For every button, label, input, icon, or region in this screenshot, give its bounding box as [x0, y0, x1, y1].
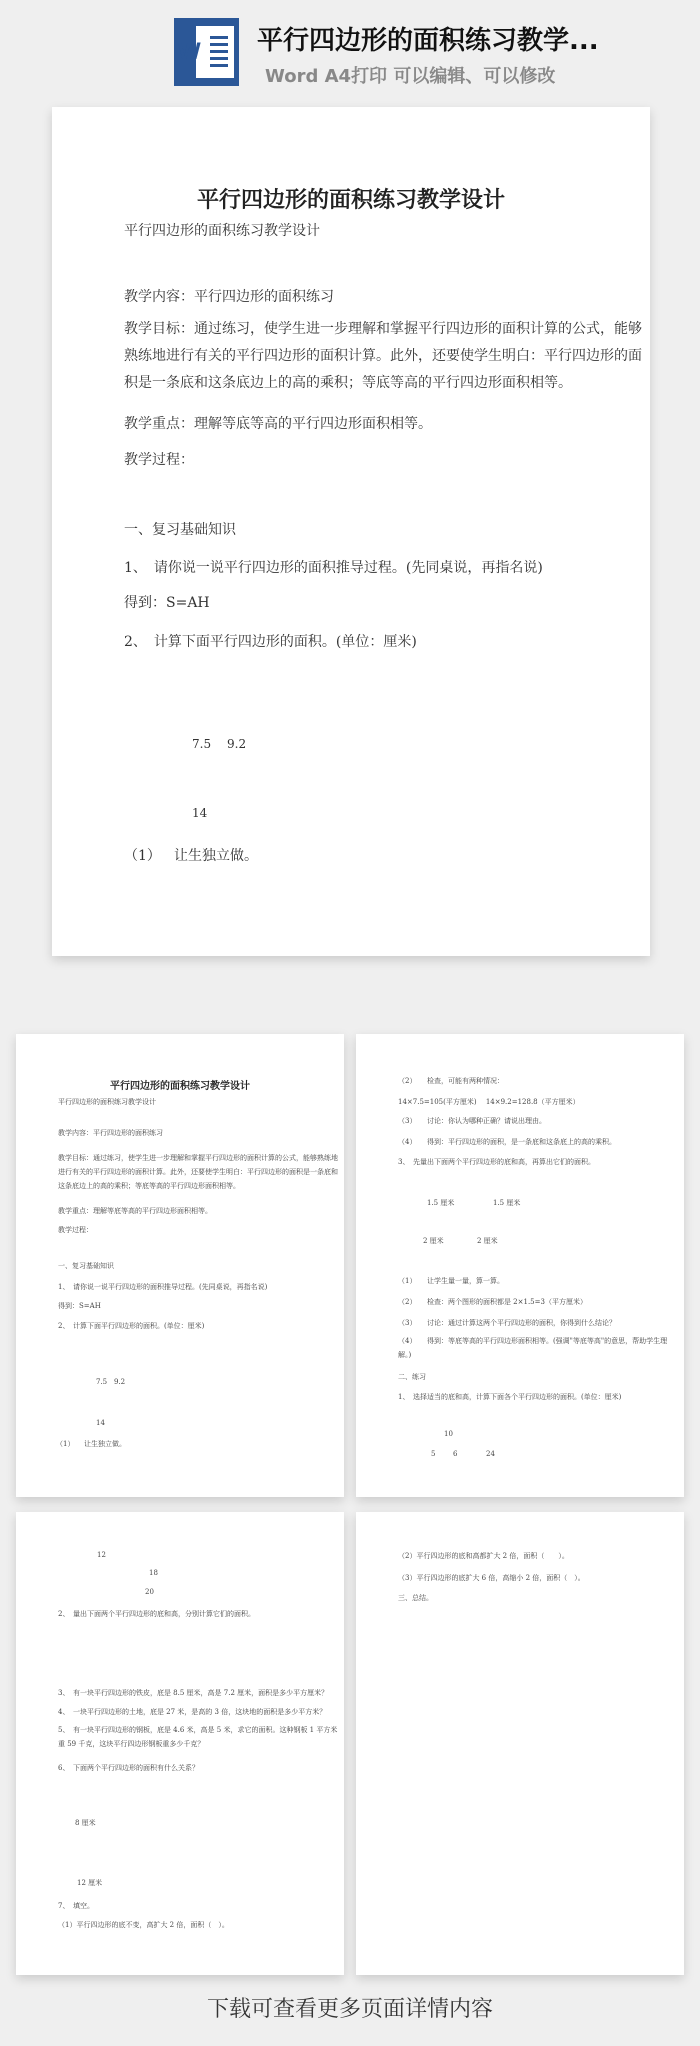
text-line: （2）平行四边形的底和高都扩大 2 倍，面积（ ）。: [398, 1552, 569, 1560]
figure-label: 24: [486, 1450, 495, 1458]
item-1: 1、 请你说一说平行四边形的面积推导过程。(先同桌说，再指名说): [124, 560, 543, 576]
download-more-link[interactable]: 下载可查看更多页面详情内容: [206, 1997, 493, 2022]
step-number: （1）: [124, 848, 161, 864]
thumbnail-page-3: [16, 1512, 344, 1975]
teaching-content: 教学内容：平行四边形的面积练习: [58, 1129, 163, 1137]
teaching-focus: 教学重点：理解等底等高的平行四边形面积相等。: [58, 1207, 212, 1215]
section-practice: 二、练习: [398, 1373, 426, 1381]
figure-label: 14: [96, 1419, 105, 1427]
text-line: 2、 量出下面两个平行四边形的底和高，分别计算它们的面积。: [58, 1610, 255, 1618]
text-line: （3）平行四边形的底扩大 6 倍，高缩小 2 倍，面积（ ）。: [398, 1574, 585, 1582]
text-line: 5、 有一块平行四边形的钢板，底是 4.6 米，高是 5 米，求它的面积。这种钢板 1 平方米重 59 千克，这块平行四边形钢板重多少千克？: [58, 1726, 338, 1748]
teaching-process: 教学过程：: [58, 1226, 93, 1234]
figure-label: 9.2: [227, 737, 247, 751]
section-review: 一、复习基础知识: [58, 1262, 114, 1270]
text-line: 14×7.5=105(平方厘米) 14×9.2=128.8（平方厘米）: [398, 1098, 580, 1106]
text-line: （1） 让学生量一量，算一算。: [398, 1277, 504, 1285]
item-2: 2、 计算下面平行四边形的面积。(单位：厘米): [124, 634, 417, 650]
figure-label: 12: [97, 1551, 106, 1559]
word-icon: [174, 18, 239, 86]
figure-label: 12 厘米: [77, 1879, 103, 1887]
text-line: （2） 检查：两个图形的面积都是 2×1.5=3（平方厘米）: [398, 1298, 587, 1306]
figure-label: 5: [431, 1450, 436, 1458]
formula-result: 得到：S=AH: [58, 1302, 101, 1310]
page-subtitle: 平行四边形的面积练习教学设计: [124, 223, 320, 239]
figure-label: 10: [444, 1430, 453, 1438]
figure-label: 9.2: [114, 1378, 126, 1386]
teaching-process: 教学过程：: [124, 452, 194, 468]
figure-label: 1.5 厘米: [427, 1199, 455, 1207]
text-line: （2） 检查，可能有两种情况：: [398, 1077, 504, 1085]
figure-label: 6: [453, 1450, 458, 1458]
figure-label: 2 厘米: [477, 1237, 498, 1245]
figure-label: 7.5: [96, 1378, 108, 1386]
text-line: （4） 得到：等底等高的平行四边形面积相等。(强调"等底等高"的意思，帮助学生理解。): [398, 1337, 668, 1359]
page-subtitle: 平行四边形的面积练习教学设计: [58, 1098, 156, 1106]
formula-result: 得到：S=AH: [124, 595, 210, 611]
teaching-goal: 教学目标：通过练习，使学生进一步理解和掌握平行四边形的面积计算的公式，能够熟练地进行有关的平行四边形的面积计算。此外，还要使学生明白：平行四边形的面积是一条底和这条底边上的高的乘积；等底等高的平行四边形面积相等。: [58, 1154, 338, 1190]
figure-label: 2 厘米: [423, 1237, 444, 1245]
item-1: 1、 请你说一说平行四边形的面积推导过程。(先同桌说，再指名说): [58, 1283, 268, 1291]
text-line: 6、 下面两个平行四边形的面积有什么关系？: [58, 1764, 199, 1772]
page-title: 平行四边形的面积练习教学设计: [110, 1081, 250, 1092]
section-review: 一、复习基础知识: [124, 522, 236, 538]
text-line: （3） 讨论：你认为哪种正确？请说出理由。: [398, 1117, 546, 1125]
main-page-preview: [52, 107, 650, 956]
figure-label: 14: [192, 806, 208, 820]
teaching-content: 教学内容：平行四边形的面积练习: [124, 289, 334, 305]
figure-label: 1.5 厘米: [493, 1199, 521, 1207]
figure-label: 18: [149, 1569, 158, 1577]
thumbnail-page-2: [356, 1034, 684, 1497]
teaching-focus: 教学重点：理解等底等高的平行四边形面积相等。: [124, 416, 432, 432]
section-summary: 三、总结。: [398, 1594, 433, 1602]
text-line: （4） 得到：平行四边形的面积，是一条底和这条底上的高的乘积。: [398, 1138, 616, 1146]
figure-label: 8 厘米: [75, 1819, 96, 1827]
text-line: 3、 先量出下面两个平行四边形的底和高，再算出它们的面积。: [398, 1158, 595, 1166]
text-line: （3） 讨论：通过计算这两个平行四边形的面积，你得到什么结论？: [398, 1319, 616, 1327]
document-subtitle: Word A4打印 可以编辑、可以修改: [265, 66, 556, 87]
page-title: 平行四边形的面积练习教学设计: [196, 187, 505, 213]
text-line: 1、 选择适当的底和高，计算下面各个平行四边形的面积。(单位：厘米): [398, 1393, 622, 1401]
step-text: 让生独立做。: [84, 1440, 126, 1448]
text-line: 3、 有一块平行四边形的铁皮，底是 8.5 厘米，高是 7.2 厘米，面积是多少平方厘米？: [58, 1689, 329, 1697]
step-text: 让生独立做。: [174, 848, 258, 864]
document-title: 平行四边形的面积练习教学...: [257, 26, 599, 56]
text-line: （1）平行四边形的底不变，高扩大 2 倍，面积（ ）。: [58, 1921, 229, 1929]
word-icon-letter: W: [178, 38, 201, 65]
thumbnail-page-1: [16, 1034, 344, 1497]
step-number: （1）: [56, 1440, 75, 1448]
document-sheet-icon: [196, 26, 234, 78]
figure-label: 20: [145, 1588, 154, 1596]
thumbnail-page-4: [356, 1512, 684, 1975]
text-line: 7、 填空。: [58, 1902, 94, 1910]
teaching-goal: 教学目标：通过练习，使学生进一步理解和掌握平行四边形的面积计算的公式，能够熟练地进行有关的平行四边形的面积计算。此外，还要使学生明白：平行四边形的面积是一条底和这条底边上的高的乘积；等底等高的平行四边形面积相等。: [124, 321, 642, 391]
figure-label: 7.5: [192, 737, 212, 751]
item-2: 2、 计算下面平行四边形的面积。(单位：厘米): [58, 1322, 205, 1330]
text-line: 4、 一块平行四边形的土地，底是 27 米，是高的 3 倍，这块地的面积是多少平方米？: [58, 1708, 327, 1716]
